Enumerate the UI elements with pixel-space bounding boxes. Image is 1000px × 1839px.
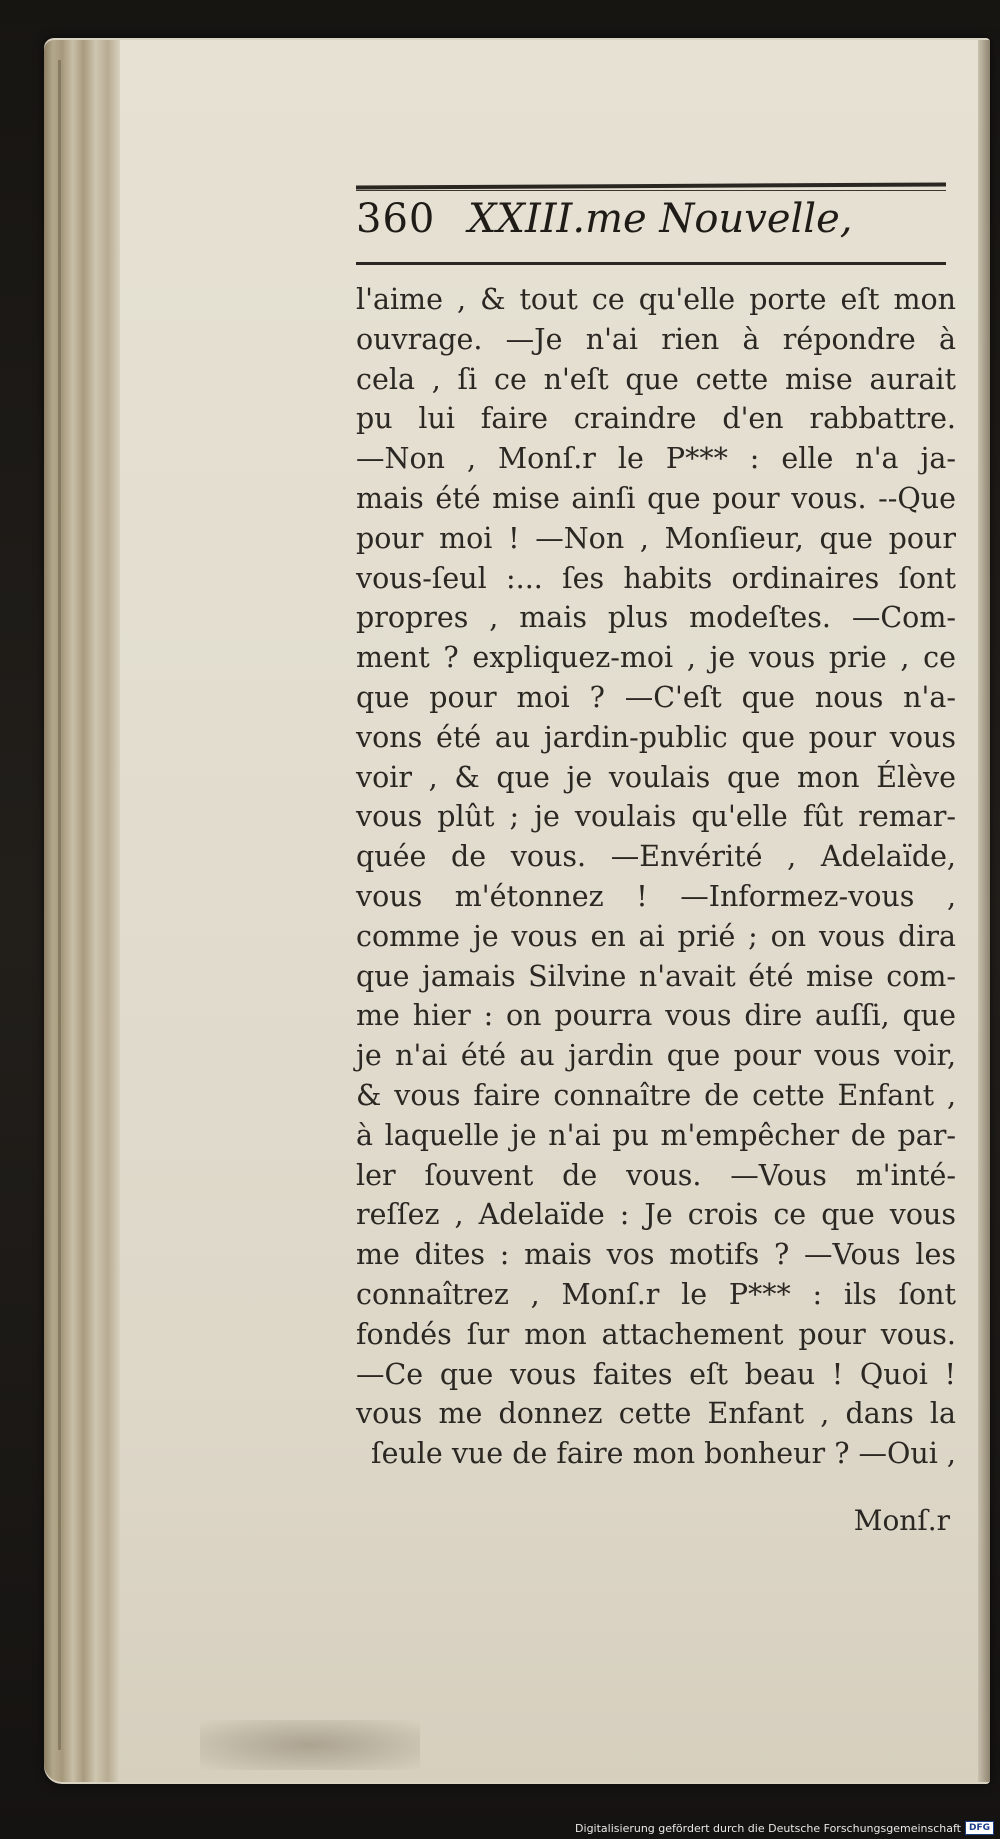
text-line: —Ce que vous faites eſt beau ! Quoi ! (356, 1357, 956, 1391)
text-line: me hier : on pourra vous dire auſſi, que (356, 999, 956, 1033)
text-line: mais été mise ainſi que pour vous. --Que (356, 481, 956, 515)
text-line: pour moi ! —Non , Monſieur, que pour (356, 521, 956, 555)
text-line: pu lui faire craindre d'en rabbattre. (356, 402, 956, 436)
text-line: à laquelle je n'ai pu m'empêcher de par- (356, 1118, 956, 1152)
page-gutter (978, 40, 990, 1782)
text-line: propres , mais plus modeſtes. —Com- (356, 601, 956, 635)
text-line: que jamais Silvine n'avait été mise com- (356, 959, 956, 993)
text-line: reſſez , Adelaïde : Je crois ce que vous (356, 1198, 956, 1232)
text-line: fondés ſur mon attachement pour vous. (356, 1317, 956, 1351)
text-line: je n'ai été au jardin que pour vous voir, (356, 1039, 956, 1073)
text-line: comme je vous en ai prié ; on vous dira (356, 919, 956, 953)
paper-stain (200, 1720, 420, 1770)
text-line: ment ? expliquez-moi , je vous prie , ce (356, 641, 956, 675)
header-rule-bottom (356, 262, 946, 265)
text-line: vous plût ; je voulais qu'elle fût remar- (356, 800, 956, 834)
text-line: l'aime , & tout ce qu'elle porte eſt mon (356, 283, 956, 316)
text-line: vous me donnez cette Enfant , dans la (356, 1397, 956, 1431)
page-header (356, 196, 946, 258)
text-line: vous-ſeul :... ſes habits ordinaires ſont (356, 561, 956, 595)
page-number: 360 (356, 196, 436, 242)
text-line: & vous faire connaître de cette Enfant , (356, 1078, 956, 1112)
text-line: vons été au jardin-public que pour vous (356, 720, 956, 754)
page-edges (44, 40, 120, 1782)
dfg-logo-icon: DFG (965, 1821, 994, 1835)
text-line: ler ſouvent de vous. —Vous m'inté- (356, 1158, 956, 1192)
running-head: XXIII.me Nouvelle, (468, 196, 853, 242)
text-line: que pour moi ? —C'eſt que nous n'a- (356, 680, 956, 714)
text-line: quée de vous. —Envérité , Adelaïde, (356, 840, 956, 874)
text-line: ſeule vue de faire mon bonheur ? —Oui , (371, 1437, 956, 1471)
digitization-credit (575, 1821, 994, 1835)
catchword: Monſ.r (853, 1504, 950, 1537)
body-text (356, 280, 956, 1474)
credit-text: Digitalisierung gefördert durch die Deutsche Forschungsgemeinschaft (575, 1821, 961, 1835)
text-line: cela , ſi ce n'eſt que cette mise aurait (356, 362, 956, 396)
text-line: vous m'étonnez ! —Informez-vous , (356, 879, 956, 913)
text-line: —Non , Monſ.r le P*** : elle n'a ja- (356, 442, 956, 476)
text-line: me dites : mais vos motifs ? —Vous les (356, 1238, 956, 1272)
text-line: connaîtrez , Monſ.r le P*** : ils ſont (356, 1277, 956, 1311)
text-line: ouvrage. —Je n'ai rien à répondre à (356, 322, 956, 356)
text-line: voir , & que je voulais que mon Élève (356, 760, 956, 794)
header-rule-top-thin (356, 190, 946, 191)
